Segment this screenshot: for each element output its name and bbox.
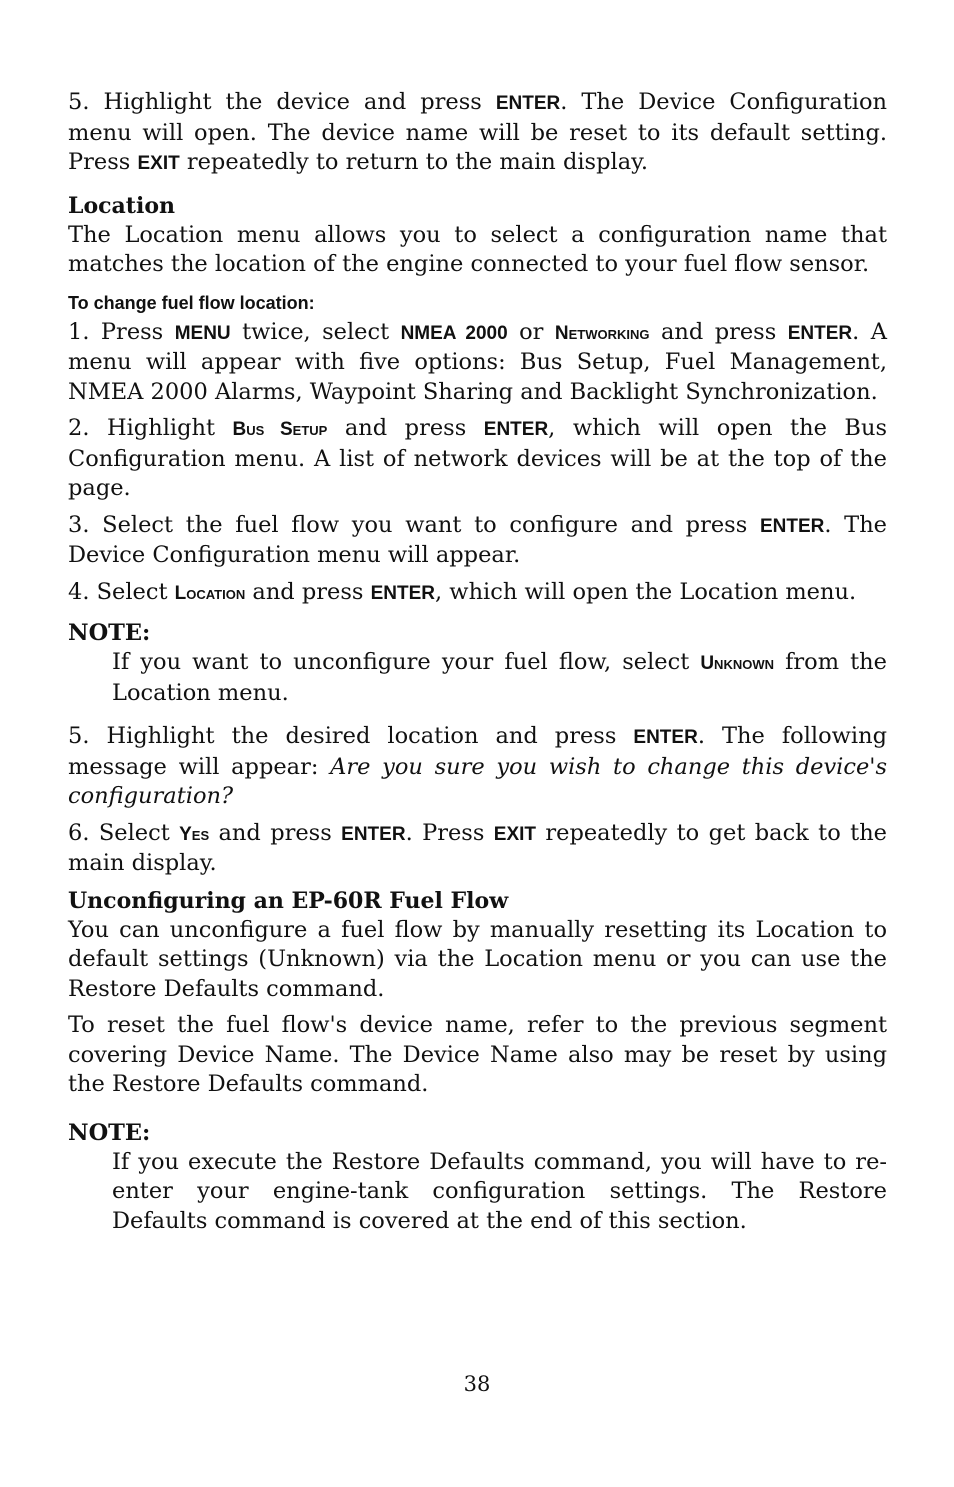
location-intro: The Location menu allows you to select a configuration name that matches the location of the engine connected to your fuel flow sensor. — [68, 221, 887, 277]
menu-key: MENU — [174, 322, 231, 344]
networking-menu-term: Networking — [554, 322, 650, 344]
yes-menu-term: Yes — [179, 823, 210, 845]
unconfigure-heading: Unconfiguring an EP-60R Fuel Flow — [68, 887, 509, 914]
page-number: 38 — [463, 1372, 491, 1396]
unconfigure-paragraph-2: To reset the fuel flow's device name, refer to the previous segment covering Device Name. The Device Name also may be reset by using the Restore Defaults command. — [68, 1012, 887, 1097]
step-6: 6. Select Yes and press ENTER. Press EXIT repeatedly to get back to the main display. — [68, 819, 887, 876]
enter-key: ENTER — [787, 322, 853, 344]
step-3: 3. Select the fuel flow you want to configure and press ENTER. The Device Configuration menu will appear. — [68, 511, 887, 568]
enter-key: ENTER — [633, 727, 698, 748]
enter-key: ENTER — [341, 823, 406, 845]
unconfigure-paragraph-1: You can unconfigure a fuel flow by manually resetting its Location to default settings (Unknown) via the Location menu or you can use the Restore Defaults command. — [68, 916, 887, 1002]
nmea-2000-key: NMEA 2000 — [400, 322, 508, 344]
page-content — [68, 88, 887, 1243]
location-menu-term: Location — [174, 582, 246, 604]
change-location-subheading: To change fuel flow location: — [68, 292, 315, 313]
step-2: 2. Highlight Bus Setup and press ENTER, which will open the Bus Configuration menu. A list of network devices will be at the top of the page. — [68, 415, 887, 501]
step-4: 4. Select Location and press ENTER, which will open the Location menu. — [68, 578, 857, 605]
step-5-desired-location: 5. Highlight the desired location and press ENTER. The following message will appear: Are you sure you wish to change this device's configuration? — [68, 723, 887, 809]
note-restore-defaults: If you execute the Restore Defaults command, you will have to re-enter your engine-tank configuration settings. The Restore Defaults command is covered at the end of this section. — [112, 1148, 887, 1234]
enter-key: ENTER — [483, 419, 549, 440]
note-unconfigure: If you want to unconfigure your fuel flow, select Unknown from the Location menu. — [112, 649, 887, 706]
bus-setup-menu-term: Bus Setup — [232, 419, 328, 440]
location-heading: Location — [68, 192, 175, 219]
note-label-2: NOTE: — [68, 1119, 151, 1146]
confirm-message: Are you sure you wish to change this device's configuration? — [68, 753, 887, 809]
enter-key: ENTER — [759, 515, 825, 537]
enter-key: ENTER — [370, 582, 435, 604]
exit-key: EXIT — [493, 823, 537, 845]
enter-key: ENTER — [495, 93, 561, 114]
step-1: 1. Press MENU twice, select NMEA 2000 or Networking and press ENTER. A menu will appear with five options: Bus Setup, Fuel Management, NMEA 2000 Alarms, Waypoint Sharing and Backlight Synchronization. — [68, 318, 887, 405]
note-label: NOTE: — [68, 620, 151, 646]
step-5-device-config: 5. Highlight the device and press ENTER. The Device Configuration menu will open. The device name will be reset to its default setting. Press EXIT repeatedly to return to the main display. — [68, 89, 888, 175]
unknown-menu-term: Unknown — [700, 653, 774, 674]
exit-key: EXIT — [137, 153, 180, 174]
